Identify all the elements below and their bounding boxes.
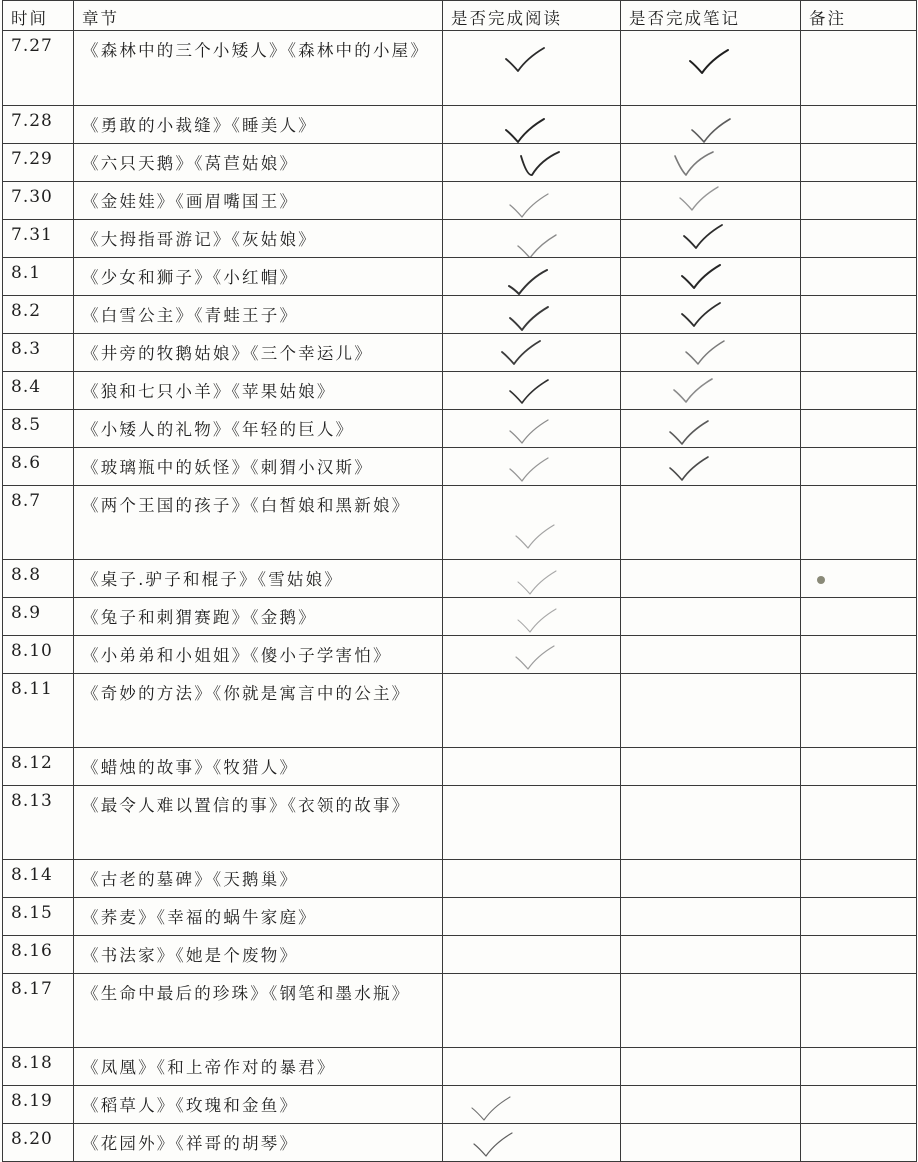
remark-cell bbox=[801, 144, 917, 182]
notes-status-cell bbox=[621, 748, 801, 786]
read-status-cell bbox=[443, 974, 621, 1048]
date-cell: 8.16 bbox=[3, 936, 74, 974]
chapter-cell: 《井旁的牧鹅姑娘》《三个幸运儿》 bbox=[74, 334, 443, 372]
table-row bbox=[3, 144, 917, 182]
chapter-cell: 《六只天鹅》《莴苣姑娘》 bbox=[74, 144, 443, 182]
date-cell: 7.28 bbox=[3, 106, 74, 144]
notes-status-cell bbox=[621, 898, 801, 936]
chapter-cell: 《两个王国的孩子》《白皙娘和黑新娘》 bbox=[74, 486, 443, 560]
header-read-done: 是否完成阅读 bbox=[443, 1, 621, 31]
table-row bbox=[3, 31, 917, 106]
check-icon bbox=[687, 49, 731, 75]
date-cell: 8.5 bbox=[3, 410, 74, 448]
chapter-cell: 《蜡烛的故事》《牧猎人》 bbox=[74, 748, 443, 786]
remark-cell bbox=[801, 372, 917, 410]
check-icon bbox=[681, 224, 725, 250]
chapter-cell: 《勇敢的小裁缝》《睡美人》 bbox=[74, 106, 443, 144]
date-cell: 8.10 bbox=[3, 636, 74, 674]
check-icon bbox=[515, 608, 559, 634]
chapter-cell: 《白雪公主》《青蛙王子》 bbox=[74, 296, 443, 334]
notes-status-cell bbox=[621, 674, 801, 748]
notes-status-cell bbox=[621, 560, 801, 598]
table-row bbox=[3, 334, 917, 372]
chapter-cell: 《最令人难以置信的事》《衣领的故事》 bbox=[74, 786, 443, 860]
read-status-cell bbox=[443, 220, 621, 258]
notes-status-cell bbox=[621, 636, 801, 674]
date-cell: 8.2 bbox=[3, 296, 74, 334]
date-cell: 8.9 bbox=[3, 598, 74, 636]
chapter-cell: 《兔子和刺猬赛跑》《金鹅》 bbox=[74, 598, 443, 636]
date-cell: 8.4 bbox=[3, 372, 74, 410]
table-row bbox=[3, 296, 917, 334]
remark-cell bbox=[801, 1086, 917, 1124]
notes-status-cell bbox=[621, 448, 801, 486]
remark-cell bbox=[801, 860, 917, 898]
read-status-cell bbox=[443, 296, 621, 334]
remark-cell bbox=[801, 786, 917, 860]
read-status-cell bbox=[443, 1086, 621, 1124]
date-cell: 8.1 bbox=[3, 258, 74, 296]
chapter-cell: 《奇妙的方法》《你就是寓言中的公主》 bbox=[74, 674, 443, 748]
table-row bbox=[3, 106, 917, 144]
table-row bbox=[3, 486, 917, 560]
table-row bbox=[3, 636, 917, 674]
date-cell: 8.17 bbox=[3, 974, 74, 1048]
read-status-cell bbox=[443, 258, 621, 296]
check-icon bbox=[507, 457, 551, 483]
notes-status-cell bbox=[621, 486, 801, 560]
check-icon bbox=[499, 340, 543, 366]
chapter-cell: 《狼和七只小羊》《苹果姑娘》 bbox=[74, 372, 443, 410]
table-header bbox=[3, 1, 917, 31]
remark-cell bbox=[801, 106, 917, 144]
date-cell: 8.7 bbox=[3, 486, 74, 560]
table-row bbox=[3, 898, 917, 936]
notes-status-cell bbox=[621, 1048, 801, 1086]
read-status-cell bbox=[443, 410, 621, 448]
remark-cell bbox=[801, 296, 917, 334]
notes-status-cell bbox=[621, 1086, 801, 1124]
date-cell: 8.18 bbox=[3, 1048, 74, 1086]
chapter-cell: 《小矮人的礼物》《年轻的巨人》 bbox=[74, 410, 443, 448]
read-status-cell bbox=[443, 448, 621, 486]
header-notes-done: 是否完成笔记 bbox=[621, 1, 801, 31]
read-status-cell bbox=[443, 860, 621, 898]
check-icon bbox=[519, 150, 563, 176]
table-row bbox=[3, 748, 917, 786]
check-icon bbox=[679, 264, 723, 290]
notes-status-cell bbox=[621, 334, 801, 372]
table-row bbox=[3, 448, 917, 486]
date-cell: 8.20 bbox=[3, 1124, 74, 1162]
notes-status-cell bbox=[621, 936, 801, 974]
chapter-cell: 《古老的墓碑》《天鹅巢》 bbox=[74, 860, 443, 898]
remark-cell bbox=[801, 334, 917, 372]
read-status-cell bbox=[443, 144, 621, 182]
date-cell: 8.19 bbox=[3, 1086, 74, 1124]
chapter-cell: 《荞麦》《幸福的蜗牛家庭》 bbox=[74, 898, 443, 936]
date-cell: 8.11 bbox=[3, 674, 74, 748]
table-row bbox=[3, 974, 917, 1048]
chapter-cell: 《书法家》《她是个废物》 bbox=[74, 936, 443, 974]
read-status-cell bbox=[443, 636, 621, 674]
table-row bbox=[3, 410, 917, 448]
date-cell: 7.27 bbox=[3, 31, 74, 106]
chapter-cell: 《稻草人》《玫瑰和金鱼》 bbox=[74, 1086, 443, 1124]
remark-cell bbox=[801, 936, 917, 974]
check-icon bbox=[679, 302, 723, 328]
date-cell: 7.29 bbox=[3, 144, 74, 182]
table-row bbox=[3, 1048, 917, 1086]
read-status-cell bbox=[443, 31, 621, 106]
header-remark: 备注 bbox=[801, 1, 917, 31]
remark-cell bbox=[801, 748, 917, 786]
notes-status-cell bbox=[621, 182, 801, 220]
table-row bbox=[3, 220, 917, 258]
check-icon bbox=[503, 118, 547, 144]
remark-cell bbox=[801, 448, 917, 486]
header-chapter: 章节 bbox=[74, 1, 443, 31]
read-status-cell bbox=[443, 674, 621, 748]
remark-cell bbox=[801, 258, 917, 296]
remark-cell bbox=[801, 220, 917, 258]
remark-cell bbox=[801, 31, 917, 106]
check-icon bbox=[503, 47, 547, 73]
chapter-cell: 《桌子.驴子和棍子》《雪姑娘》 bbox=[74, 560, 443, 598]
chapter-cell: 《小弟弟和小姐姐》《傻小子学害怕》 bbox=[74, 636, 443, 674]
date-cell: 7.30 bbox=[3, 182, 74, 220]
remark-cell bbox=[801, 598, 917, 636]
read-status-cell bbox=[443, 182, 621, 220]
header-date: 时间 bbox=[3, 1, 74, 31]
check-icon bbox=[507, 419, 551, 445]
remark-cell bbox=[801, 486, 917, 560]
table-row bbox=[3, 598, 917, 636]
date-cell: 8.14 bbox=[3, 860, 74, 898]
remark-cell bbox=[801, 974, 917, 1048]
read-status-cell bbox=[443, 1124, 621, 1162]
notes-status-cell bbox=[621, 786, 801, 860]
ink-dot-icon bbox=[817, 576, 825, 584]
date-cell: 7.31 bbox=[3, 220, 74, 258]
table-body bbox=[3, 31, 917, 1162]
check-icon bbox=[471, 1132, 515, 1158]
check-icon bbox=[469, 1096, 513, 1122]
remark-cell bbox=[801, 560, 917, 598]
remark-cell bbox=[801, 636, 917, 674]
read-status-cell bbox=[443, 1048, 621, 1086]
read-status-cell bbox=[443, 106, 621, 144]
check-icon bbox=[515, 234, 559, 258]
notes-status-cell bbox=[621, 220, 801, 258]
read-status-cell bbox=[443, 334, 621, 372]
header-row bbox=[3, 1, 917, 31]
check-icon bbox=[513, 645, 557, 671]
remark-cell bbox=[801, 1048, 917, 1086]
check-icon bbox=[515, 570, 559, 596]
notes-status-cell bbox=[621, 296, 801, 334]
remark-cell bbox=[801, 182, 917, 220]
chapter-cell: 《少女和狮子》《小红帽》 bbox=[74, 258, 443, 296]
notes-status-cell bbox=[621, 598, 801, 636]
notes-status-cell bbox=[621, 258, 801, 296]
table-row bbox=[3, 786, 917, 860]
read-status-cell bbox=[443, 748, 621, 786]
remark-cell bbox=[801, 1124, 917, 1162]
check-icon bbox=[667, 420, 711, 446]
notes-status-cell bbox=[621, 860, 801, 898]
check-icon bbox=[671, 378, 715, 404]
date-cell: 8.8 bbox=[3, 560, 74, 598]
chapter-cell: 《凤凰》《和上帝作对的暴君》 bbox=[74, 1048, 443, 1086]
check-icon bbox=[689, 118, 733, 144]
notes-status-cell bbox=[621, 144, 801, 182]
check-icon bbox=[505, 270, 549, 296]
notes-status-cell bbox=[621, 410, 801, 448]
check-icon bbox=[673, 150, 717, 176]
remark-cell bbox=[801, 674, 917, 748]
table-row bbox=[3, 560, 917, 598]
table-row bbox=[3, 674, 917, 748]
notes-status-cell bbox=[621, 372, 801, 410]
notes-status-cell bbox=[621, 974, 801, 1048]
chapter-cell: 《生命中最后的珍珠》《钢笔和墨水瓶》 bbox=[74, 974, 443, 1048]
chapter-cell: 《森林中的三个小矮人》《森林中的小屋》 bbox=[74, 31, 443, 106]
check-icon bbox=[667, 456, 711, 482]
check-icon bbox=[507, 306, 551, 332]
date-cell: 8.3 bbox=[3, 334, 74, 372]
remark-cell bbox=[801, 898, 917, 936]
check-icon bbox=[507, 379, 551, 405]
read-status-cell bbox=[443, 786, 621, 860]
chapter-cell: 《大拇指哥游记》《灰姑娘》 bbox=[74, 220, 443, 258]
chapter-cell: 《玻璃瓶中的妖怪》《刺猬小汉斯》 bbox=[74, 448, 443, 486]
table-row bbox=[3, 372, 917, 410]
reading-log-table bbox=[2, 0, 917, 1162]
table-row bbox=[3, 1086, 917, 1124]
table-row bbox=[3, 860, 917, 898]
table-row bbox=[3, 182, 917, 220]
check-icon bbox=[507, 193, 551, 219]
table-row bbox=[3, 936, 917, 974]
date-cell: 8.12 bbox=[3, 748, 74, 786]
read-status-cell bbox=[443, 936, 621, 974]
remark-cell bbox=[801, 410, 917, 448]
read-status-cell bbox=[443, 598, 621, 636]
date-cell: 8.15 bbox=[3, 898, 74, 936]
read-status-cell bbox=[443, 372, 621, 410]
read-status-cell bbox=[443, 560, 621, 598]
check-icon bbox=[513, 524, 557, 550]
chapter-cell: 《花园外》《祥哥的胡琴》 bbox=[74, 1124, 443, 1162]
table-row bbox=[3, 258, 917, 296]
date-cell: 8.13 bbox=[3, 786, 74, 860]
read-status-cell bbox=[443, 486, 621, 560]
check-icon bbox=[677, 186, 721, 212]
check-icon bbox=[683, 340, 727, 366]
notes-status-cell bbox=[621, 31, 801, 106]
table-row bbox=[3, 1124, 917, 1162]
read-status-cell bbox=[443, 898, 621, 936]
notes-status-cell bbox=[621, 1124, 801, 1162]
date-cell: 8.6 bbox=[3, 448, 74, 486]
notes-status-cell bbox=[621, 106, 801, 144]
chapter-cell: 《金娃娃》《画眉嘴国王》 bbox=[74, 182, 443, 220]
